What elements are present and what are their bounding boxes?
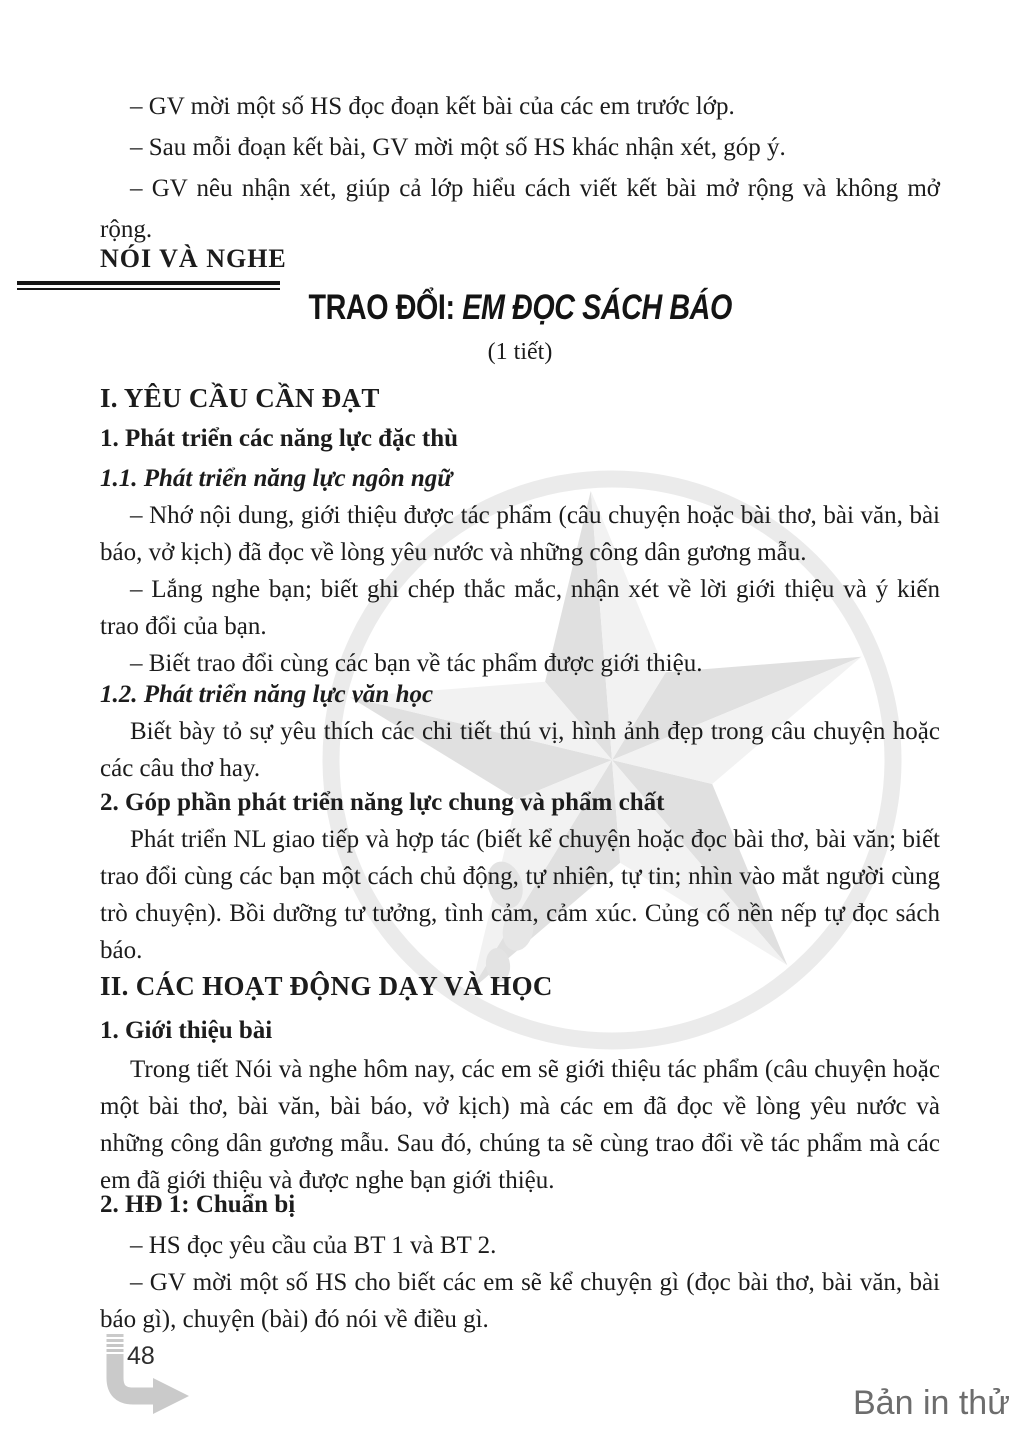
literature-competency-paragraph: Biết bày tỏ sự yêu thích các chi tiết thú vị, hình ảnh đẹp trong câu chuyện hoặc các câu thơ hay.: [100, 718, 940, 782]
intro-bullet: – Sau mỗi đoạn kết bài, GV mời một số HS khác nhận xét, góp ý.: [130, 134, 786, 161]
heading-requirements: I. YÊU CẦU CẦN ĐẠT: [100, 383, 380, 413]
page-number: 48: [127, 1342, 155, 1370]
lesson-introduction-paragraph: Trong tiết Nói và nghe hôm nay, các em sẽ giới thiệu tác phẩm (câu chuyện hoặc một bài thơ, bài văn, bài báo, vở kịch) mà các em đã đọc về lòng yêu nước và những công dân gương mẫu. Sau đó, chúng ta sẽ cùng trao đổi về tác phẩm mà các em đã giới thiệu và được nghe bạn giới thiệu.: [100, 1056, 940, 1194]
draft-print-label: Bản in thử: [853, 1384, 1010, 1422]
bullet: – Lắng nghe bạn; biết ghi chép thắc mắc, nhận xét về lời giới thiệu và ý kiến trao đổi của bạn.: [100, 576, 940, 640]
intro-bullet: – GV nêu nhận xét, giúp cả lớp hiểu cách viết kết bài mở rộng và không mở rộng.: [100, 175, 940, 243]
bullet: – Nhớ nội dung, giới thiệu được tác phẩm (câu chuyện hoặc bài thơ, bài văn, bài báo, vở kịch) đã đọc về lòng yêu nước và những công dân gương mẫu.: [100, 502, 940, 566]
bullet: – HS đọc yêu cầu của BT 1 và BT 2.: [130, 1232, 497, 1259]
heading-activities: II. CÁC HOẠT ĐỘNG DẠY VÀ HỌC: [100, 971, 553, 1001]
heading-language-competency: 1.1. Phát triển năng lực ngôn ngữ: [100, 465, 453, 492]
activity-1-bullets: [100, 1227, 940, 1338]
lesson-duration: (1 tiết): [487, 339, 553, 365]
heading-activity-1-preparation: 2. HĐ 1: Chuẩn bị: [100, 1191, 296, 1218]
bullet: – Biết trao đổi cùng các bạn về tác phẩm được giới thiệu.: [130, 650, 703, 677]
language-competency-bullets: [100, 497, 940, 682]
lesson-title-prefix: TRAO ĐỔI:: [308, 288, 463, 327]
intro-bullet-list: [100, 86, 940, 250]
section-banner: [100, 244, 940, 274]
heading-specific-competencies: 1. Phát triển các năng lực đặc thù: [100, 425, 459, 452]
intro-bullet: – GV mời một số HS đọc đoạn kết bài của các em trước lớp.: [130, 93, 735, 120]
lesson-title: [100, 288, 940, 328]
bullet: – GV mời một số HS cho biết các em sẽ kể chuyện gì (đọc bài thơ, bài văn, bài báo gì), chuyện (bài) đó nói về điều gì.: [100, 1269, 940, 1333]
heading-lesson-introduction: 1. Giới thiệu bài: [100, 1017, 273, 1044]
lesson-title-name: EM ĐỌC SÁCH BÁO: [462, 288, 732, 327]
general-competencies-paragraph: Phát triển NL giao tiếp và hợp tác (biết kể chuyện hoặc đọc bài thơ, bài văn; biết trao đổi cùng các bạn một cách chủ động, tự nhiên, tự tin; nhìn vào mắt người cùng trò chuyện). Bồi dưỡng tư tưởng, tình cảm, cảm xúc. Củng cố nền nếp tự đọc sách báo.: [100, 826, 940, 964]
heading-literature-competency: 1.2. Phát triển năng lực văn học: [100, 681, 434, 708]
heading-general-competencies: 2. Góp phần phát triển năng lực chung và phẩm chất: [100, 789, 665, 816]
section-label: NÓI VÀ NGHE: [100, 244, 287, 273]
